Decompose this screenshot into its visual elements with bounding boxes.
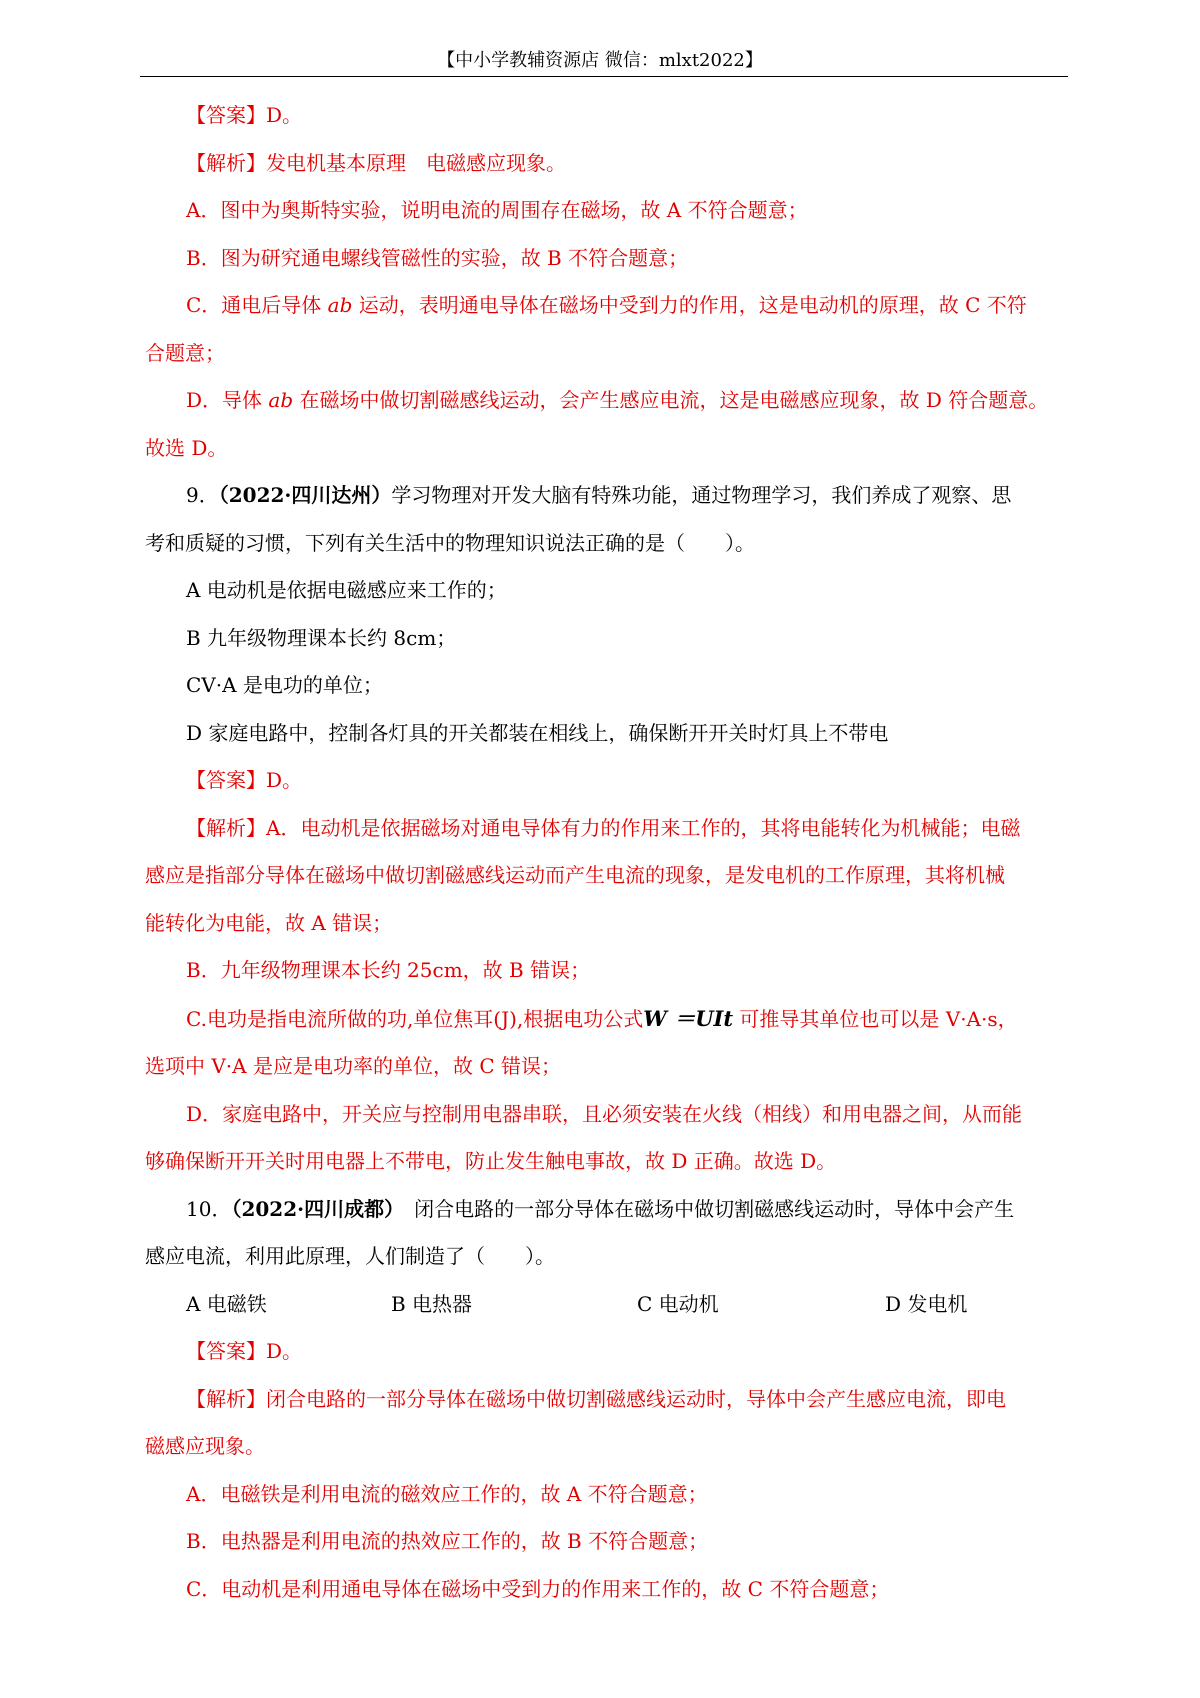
question-9-option-a: A 电动机是依据电磁感应来工作的；: [186, 578, 507, 602]
question-10-option-b: B 电热器: [391, 1291, 473, 1316]
question-10-cont: 感应电流，利用此原理，人们制造了（ ）。: [145, 1244, 555, 1268]
analysis-8-c-cont: 合题意；: [145, 340, 225, 365]
analysis-10-a: A．电磁铁是利用电流的磁效应工作的，故 A 不符合题意；: [186, 1481, 708, 1506]
analysis-9-d: D．家庭电路中，开关应与控制用电器串联，且必须安装在火线（相线）和用电器之间，从而能: [186, 1101, 1023, 1126]
analysis-9-line2: 感应是指部分导体在磁场中做切割磁感线运动而产生电流的现象，是发电机的工作原理，其将机械: [145, 863, 1005, 887]
analysis-9-b: B．九年级物理课本长约 25cm，故 B 错误；: [186, 958, 591, 982]
question-10: [145, 1186, 1065, 1234]
analysis-9-c-cont: 选项中 V·A 是应是电功率的单位，故 C 错误；: [145, 1054, 561, 1078]
text-run: C.电功是指电流所做的功,单位焦耳(J),根据电功公式: [186, 1006, 644, 1031]
text-run: 在磁场中做切割磁感线运动，会产生感应电流，这是电磁感应现象，故 D 符合题意。: [293, 388, 1049, 412]
answer-9: 【答案】D。: [186, 768, 303, 792]
analysis-10-line2: 磁感应现象。: [145, 1434, 265, 1458]
question-9-option-d: D 家庭电路中，控制各灯具的开关都装在相线上，确保断开开关时灯具上不带电: [186, 720, 889, 745]
analysis-10-c: C．电动机是利用通电导体在磁场中受到力的作用来工作的，故 C 不符合题意；: [186, 1576, 890, 1601]
question-text: 学习物理对开发大脑有特殊功能，通过物理学习，我们养成了观察、思: [391, 483, 1012, 507]
question-text: 闭合电路的一部分导体在磁场中做切割磁感线运动时，导体中会产生: [394, 1196, 1015, 1221]
header-rule: [140, 76, 1068, 77]
text-run: D．导体: [186, 388, 269, 412]
analysis-9-c: [145, 995, 1065, 1044]
question-number: 10．: [186, 1196, 232, 1221]
page-header: 【中小学教辅资源店 微信：mlxt2022】: [437, 50, 763, 71]
formula-w-uit: W ＝UIt: [643, 1005, 734, 1031]
italic-ab: ab: [268, 388, 294, 412]
question-source: （2022·四川成都）: [231, 1196, 395, 1221]
analysis-10-line1: 【解析】闭合电路的一部分导体在磁场中做切割磁感线运动时，导体中会产生感应电流，即电: [186, 1386, 1006, 1411]
question-10-option-d: D 发电机: [885, 1291, 968, 1316]
question-10-options: [145, 1281, 1065, 1329]
analysis-8-intro: 【解析】发电机基本原理 电磁感应现象。: [186, 150, 566, 175]
analysis-8-a: A．图中为奥斯特实验，说明电流的周围存在磁场，故 A 不符合题意；: [186, 198, 808, 222]
analysis-9-line3: 能转化为电能，故 A 错误；: [145, 910, 393, 935]
question-9-option-b: B 九年级物理课本长约 8cm；: [186, 625, 457, 650]
answer-8: 【答案】D。: [186, 103, 303, 127]
analysis-10-b: B．电热器是利用电流的热效应工作的，故 B 不符合题意；: [186, 1529, 709, 1553]
italic-ab: ab: [327, 293, 353, 317]
question-9-option-c: CV·A 是电功的单位；: [186, 673, 383, 697]
question-number: 9．: [186, 483, 219, 507]
question-10-option-c: C 电动机: [637, 1291, 719, 1316]
analysis-8-conclusion: 故选 D。: [145, 435, 228, 460]
analysis-9-d-cont: 够确保断开开关时用电器上不带电，防止发生触电事故，故 D 正确。故选 D。: [145, 1149, 837, 1173]
question-9-cont: 考和质疑的习惯，下列有关生活中的物理知识说法正确的是（ ）。: [145, 530, 755, 555]
page-content: [145, 92, 1065, 1613]
analysis-8-d: [145, 377, 1065, 425]
question-source: （2022·四川达州）: [218, 483, 392, 507]
text-run: C．通电后导体: [186, 293, 328, 317]
analysis-8-c: [145, 282, 1065, 330]
analysis-8-b: B．图为研究通电螺线管磁性的实验，故 B 不符合题意；: [186, 245, 689, 270]
answer-10: 【答案】D。: [186, 1339, 303, 1363]
question-10-option-a: A 电磁铁: [186, 1291, 267, 1316]
analysis-9-line1: 【解析】A．电动机是依据磁场对通电导体有力的作用来工作的，其将电能转化为机械能；电磁: [186, 815, 1021, 840]
text-run: 可推导其单位也可以是 V·A·s，: [733, 1006, 1018, 1031]
text-run: 运动，表明通电导体在磁场中受到力的作用，这是电动机的原理，故 C 不符: [352, 293, 1027, 317]
question-9: [145, 472, 1065, 520]
